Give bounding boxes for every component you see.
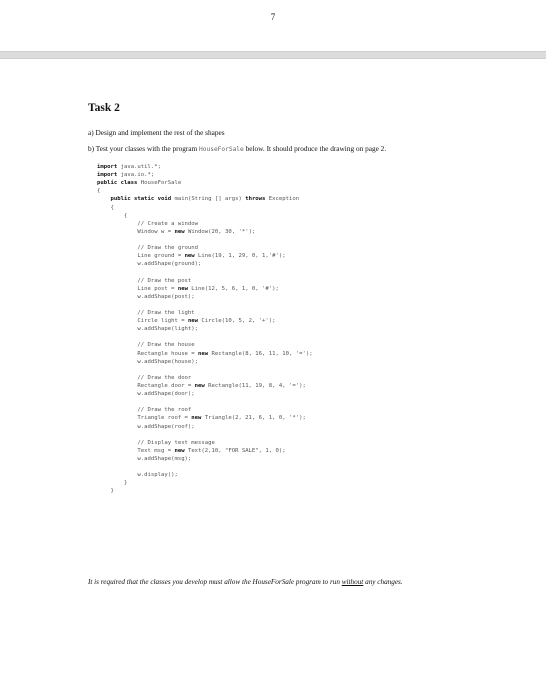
code-line [97, 260, 313, 268]
code-line [97, 195, 313, 203]
code-text: Rectangle(11, 19, 8, 4, '='); [204, 382, 306, 389]
code-text: { [97, 204, 114, 211]
code-keyword: import [97, 164, 118, 170]
item-b [88, 144, 386, 153]
code-line [97, 285, 313, 293]
code-line [97, 431, 313, 439]
code-keyword: new [187, 318, 199, 325]
item-a-label: a) [88, 128, 94, 137]
code-keyword: new [184, 253, 195, 260]
note-underlined: without [341, 578, 364, 586]
code-text: java.util.*; [117, 164, 161, 170]
code-text: Text msg = [97, 447, 175, 454]
code-text: // Draw the roof [97, 407, 192, 414]
code-line [97, 333, 313, 341]
code-text: // Display text message [97, 439, 215, 446]
code-line [97, 398, 313, 406]
code-text: Exception [265, 196, 300, 203]
code-keyword: new [191, 415, 202, 422]
code-line [97, 252, 313, 260]
code-keyword: new [198, 350, 209, 357]
code-text: w.addShape(house); [97, 358, 199, 365]
code-text: Line ground = [97, 253, 185, 260]
code-line [97, 479, 313, 487]
code-text: w.addShape(ground); [97, 261, 202, 268]
code-line [97, 317, 313, 325]
code-line [97, 179, 313, 187]
code-text: Line(12, 5, 6, 1, 0, '#'); [187, 285, 279, 292]
code-keyword: new [174, 228, 185, 235]
code-text: // Draw the light [97, 309, 195, 316]
code-line [97, 325, 313, 333]
code-line [97, 487, 313, 495]
code-text: w.addShape(msg); [97, 455, 192, 462]
page-divider [0, 51, 546, 59]
document-page [0, 59, 546, 700]
previous-page-footer [0, 0, 546, 52]
code-line [97, 341, 313, 349]
code-line [97, 366, 313, 374]
code-line [97, 236, 313, 244]
code-text: Text(2,10, "FOR SALE", 1, 0); [184, 447, 286, 454]
code-line [97, 406, 313, 414]
code-line [97, 350, 313, 358]
code-line [97, 301, 313, 309]
code-text: Triangle(2, 21, 6, 1, 0, '*'); [201, 415, 306, 422]
code-text: Triangle roof = [97, 415, 192, 422]
code-text: w.addShape(post); [97, 293, 195, 300]
note-after: any changes. [363, 578, 403, 586]
code-line [97, 277, 313, 285]
item-a-text: Design and implement the rest of the shapes [95, 128, 225, 137]
code-line [97, 455, 313, 463]
code-text: Window(20, 30, '*'); [184, 228, 256, 235]
code-text: Circle light = [97, 318, 188, 325]
item-b-text-after: below. It should produce the drawing on page 2. [243, 144, 387, 153]
page-number: 7 [270, 12, 276, 22]
code-text: { [97, 212, 128, 219]
code-text: main(String [] args) [171, 196, 246, 203]
code-line [97, 439, 313, 447]
item-a [88, 128, 225, 137]
code-text: Rectangle house = [97, 350, 199, 357]
code-line [97, 163, 313, 171]
code-line [97, 447, 313, 455]
code-text: w.addShape(door); [97, 391, 195, 398]
code-line [97, 187, 313, 195]
code-keyword: new [194, 382, 205, 389]
code-text: Circle(10, 5, 2, '+'); [198, 318, 276, 325]
item-b-text-before: Test your classes with the program [95, 144, 200, 153]
task-title: Task 2 [88, 102, 120, 114]
code-text: // Draw the door [97, 374, 192, 381]
code-text: // Draw the house [97, 342, 195, 349]
code-keyword: throws [245, 196, 266, 203]
code-line [97, 309, 313, 317]
code-text: java.io.*; [117, 172, 155, 179]
code-line [97, 204, 313, 212]
item-b-program-name: HouseForSale [199, 146, 244, 153]
code-text: Rectangle(8, 16, 11, 10, '='); [208, 350, 313, 357]
code-line [97, 390, 313, 398]
code-text: w.display(); [97, 472, 178, 479]
code-text: // Create a window [97, 220, 199, 227]
code-keyword: new [177, 285, 188, 292]
code-text: Rectangle door = [97, 382, 195, 389]
code-line [97, 220, 313, 228]
code-keyword: import [97, 172, 118, 179]
code-line [97, 293, 313, 301]
item-b-label: b) [88, 144, 95, 153]
code-line [97, 463, 313, 471]
code-text: // Draw the post [97, 277, 192, 284]
code-text: } [97, 488, 114, 495]
code-line [97, 212, 313, 220]
code-line [97, 471, 313, 479]
code-keyword: new [174, 447, 185, 454]
code-keyword: public static void [110, 196, 172, 203]
requirement-note [88, 577, 468, 587]
code-text: w.addShape(light); [97, 326, 199, 333]
code-text: Window w = [97, 228, 175, 235]
code-text: Line post = [97, 285, 178, 292]
code-keyword: public class [97, 180, 138, 187]
code-line [97, 358, 313, 366]
code-text [97, 196, 110, 202]
code-line [97, 423, 313, 431]
code-line [97, 228, 313, 236]
code-listing [97, 163, 313, 495]
code-text: w.addShape(roof); [97, 423, 195, 430]
code-text: { [97, 188, 101, 195]
note-before: It is required that the classes you develop must allow the HouseForSale program to run [88, 578, 342, 586]
code-line [97, 382, 313, 390]
code-line [97, 268, 313, 276]
code-line [97, 171, 313, 179]
code-text: HouseForSale [137, 180, 182, 187]
code-line [97, 374, 313, 382]
code-line [97, 414, 313, 422]
code-line [97, 244, 313, 252]
code-text: // Draw the ground [97, 245, 199, 252]
code-text: } [97, 480, 128, 487]
code-text: Line(19, 1, 29, 0, 1,'#'); [194, 253, 286, 260]
